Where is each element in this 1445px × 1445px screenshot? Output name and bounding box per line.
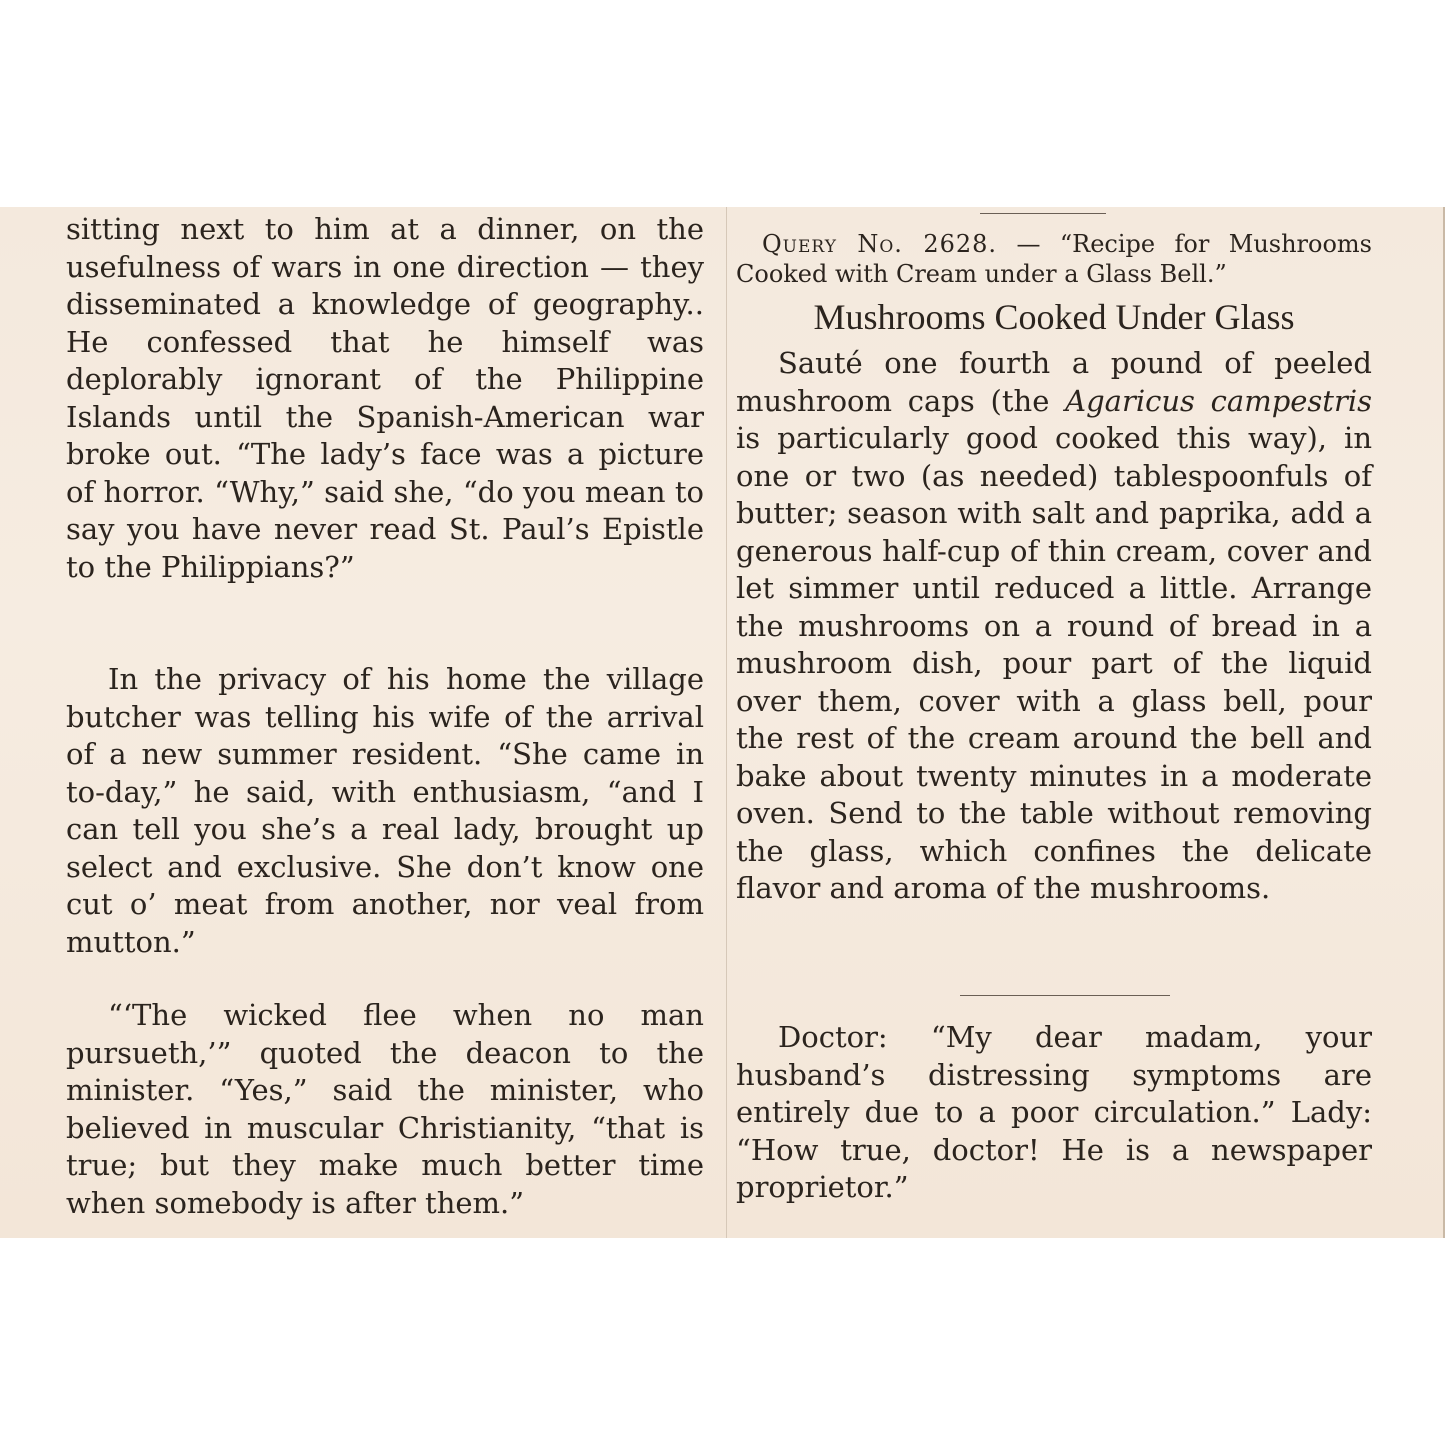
anecdote-philippians: sitting next to him at a dinner, on the usefulness of wars in one direction — they disseminated a knowledge of geography.. He confessed that he himself was deplorably ignorant of the Philippine Islands until the Spanish-American war broke out. “The lady’s face was a picture of horror. “Why,” said she, “do you mean to say you have never read St. Paul’s Epistle to the Philippians?”: [66, 212, 704, 584]
recipe-species-name: Agaricus campestris: [1065, 383, 1372, 418]
doctor-joke: Doctor: “My dear madam, your husband’s distressing symptoms are entirely due to a poor circulation.” Lady: “How true, doctor! He is a newspaper proprietor.”: [736, 1020, 1372, 1204]
recipe-body: [736, 345, 1372, 908]
query-number: Query No. 2628.: [762, 230, 998, 258]
query-text: — “Recipe for Mushrooms Cooked with Cream under a Glass Bell.”: [736, 230, 1372, 288]
anecdote-village-butcher: In the privacy of his home the village butcher was telling his wife of the arrival of a new summer resident. “She came in to-day,” he said, with enthusiasm, “and I can tell you she’s a real lady, brought up select and exclusive. She don’t know one cut o’ meat from another, nor veal from mutton.”: [66, 662, 704, 959]
column-divider: [726, 207, 727, 1238]
query-line: [736, 229, 1372, 289]
recipe-text-rest: is particularly good cooked this way), in one or two (as needed) tablespoonfuls of butter; season with salt and paprika, add a generous half-cup of thin cream, cover and let simmer until reduced a little. Arrange the mushrooms on a round of bread in a mushroom dish, pour part of the liquid over them, cover with a glass bell, pour the rest of the cream around the bell and bake about twenty minutes in a moderate oven. Send to the table without removing the glass, which confines the delicate flavor and aroma of the mushrooms.: [736, 421, 1372, 905]
top-rule: [980, 213, 1106, 214]
recipe-title: Mushrooms Cooked Under Glass: [813, 297, 1295, 337]
anecdote-wicked-flee: “‘The wicked flee when no man pursueth,’” quoted the deacon to the minister. “Yes,” said the minister, who believed in muscular Christianity, “that is true; but they make much better time when somebody is after them.”: [66, 998, 704, 1220]
recipe-text-start: Sauté one fourth a pound of peeled mushroom caps (the: [736, 346, 1372, 418]
newspaper-clipping: [0, 207, 1445, 1238]
section-rule: [960, 995, 1170, 996]
